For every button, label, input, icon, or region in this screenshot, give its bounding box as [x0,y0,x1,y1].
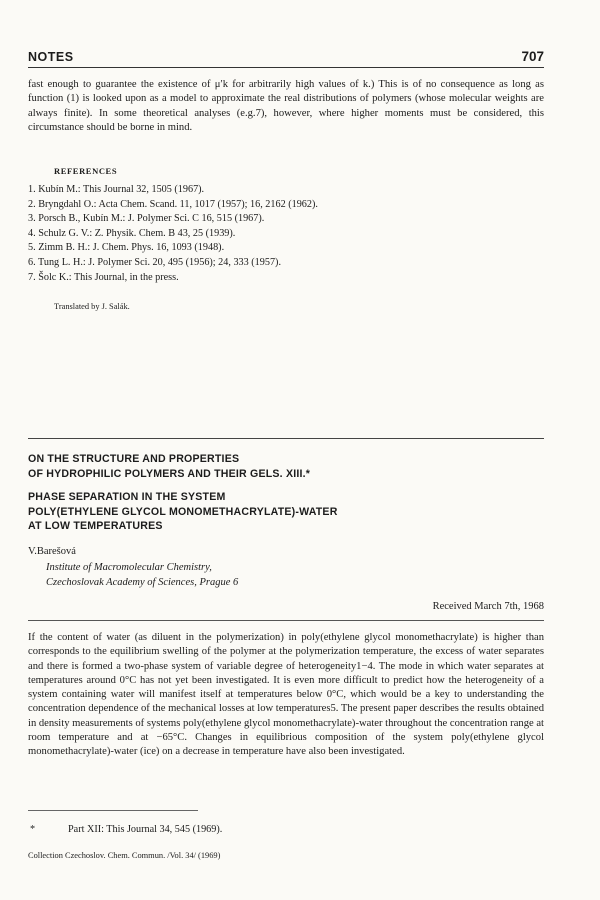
article-title-line: POLY(ETHYLENE GLYCOL MONOMETHACRYLATE)-WATER [28,505,338,518]
footnote [30,824,222,835]
reference-item: 6. Tung L. H.: J. Polymer Sci. 20, 495 (1956); 24, 333 (1957). [28,256,281,268]
article-separator-rule [28,438,544,439]
running-header-section: NOTES [28,50,74,64]
article-abstract: If the content of water (as diluent in the polymerization) in poly(ethylene glycol monomethacrylate) is higher than corresponds to the equilibrium swelling of the polymer at the polymerization temperature, the excess of water separates and there is formed a two-phase system of variable degree of heterogeneity1−4. The mode in which water separates at temperatures around 0°C has not yet been investigated. It is even more difficult to predict how the heterogeneity of a system containing water will manifest itself at temperatures below 0°C, which would be a key to understanding the concentration dependence of the mechanical losses at low temperatures5. The present paper describes the results obtained in density measurements of systems poly(ethylene glycol monomethacrylate)-water throughout the concentration range at room temperature and at −65°C. Changes in equilibrious composition of the system poly(ethylene glycol monomethacrylate)-water (ice) on a decrease in temperature have also been investigated. [28,632,544,758]
series-title-line: ON THE STRUCTURE AND PROPERTIES [28,453,240,465]
journal-footer: Collection Czechoslov. Chem. Commun. /Vol. 34/ (1969) [28,851,221,860]
references-heading: REFERENCES [54,166,118,176]
translator-credit: Translated by J. Salák. [54,302,130,311]
reference-item: 4. Schulz G. V.: Z. Physik. Chem. B 43, 25 (1939). [28,227,236,239]
footnote-marker: * [30,824,36,835]
reference-item: 2. Bryngdahl O.: Acta Chem. Scand. 11, 1017 (1957); 16, 2162 (1962). [28,198,318,210]
received-date: Received March 7th, 1968 [432,601,544,612]
series-title-line: OF HYDROPHILIC POLYMERS AND THEIR GELS. XIII.* [28,467,311,480]
reference-item: 1. Kubín M.: This Journal 32, 1505 (1967). [28,184,205,195]
article-title [28,490,544,534]
abstract-rule [28,620,544,621]
footnote-text: Part XII: This Journal 34, 545 (1969). [68,824,223,835]
article-title-line: PHASE SEPARATION IN THE SYSTEM [28,491,226,503]
footnote-rule [28,810,198,811]
page-number: 707 [521,49,544,64]
article-title-line: AT LOW TEMPERATURES [28,520,163,532]
reference-item: 3. Porsch B., Kubín M.: J. Polymer Sci. C 16, 515 (1967). [28,213,265,225]
reference-item: 7. Šolc K.: This Journal, in the press. [28,271,179,283]
series-title [28,452,544,481]
intro-paragraph: fast enough to guarantee the existence of μ′k for arbitrarily high values of k.) This is of no consequence as long as function (1) is looked upon as a model to approximate the real distributions of polymers (whose molecular weights are always finite). In some theoretical analyses (e.g.7), however, where higher moments must be considered, this circumstance should be borne in mind. [28,79,544,133]
affiliation-line: Czechoslovak Academy of Sciences, Prague 6 [46,576,239,588]
author-affiliation [46,561,446,590]
references-list [28,183,508,285]
affiliation-line: Institute of Macromolecular Chemistry, [46,562,212,573]
author-name: V.Barešová [28,546,76,557]
header-rule [28,67,544,68]
reference-item: 5. Zimm B. H.: J. Chem. Phys. 16, 1093 (1948). [28,242,225,254]
